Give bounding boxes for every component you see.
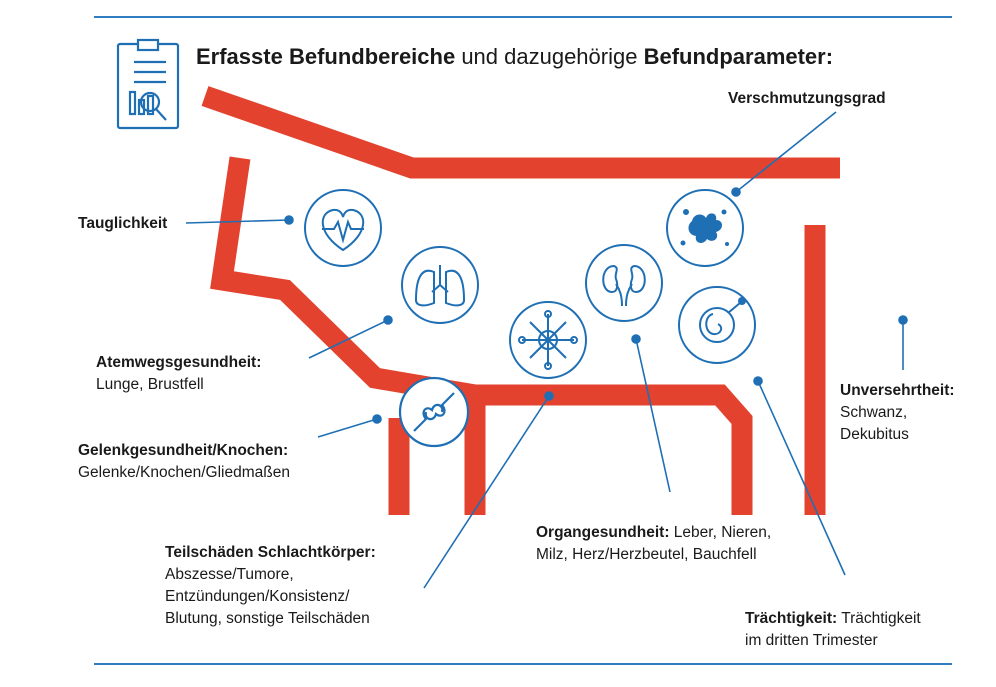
label-atemwege	[96, 352, 261, 396]
label-gelenk-line1: Gelenke/Knochen/Gliedmaßen	[78, 464, 290, 481]
label-traechtigkeit-head: Trächtigkeit:	[745, 610, 838, 627]
label-organ-tail: Leber, Nieren,	[669, 524, 772, 541]
label-verschmutzungsgrad	[728, 88, 886, 110]
label-verschmutzungsgrad-head: Verschmutzungsgrad	[728, 90, 886, 107]
dot-gelenk	[373, 415, 381, 423]
label-tauglichkeit-head: Tauglichkeit	[78, 215, 168, 232]
label-teilschaeden-line1: Abszesse/Tumore,	[165, 566, 294, 583]
dot-traechtigkeit	[754, 377, 762, 385]
label-organ-line1: Milz, Herz/Herzbeutel, Bauchfell	[536, 546, 757, 563]
joint-bone-icon	[400, 378, 468, 446]
heart-ecg-icon	[305, 190, 381, 266]
label-traechtigkeit-tail: Trächtigkeit	[837, 610, 921, 627]
label-atemwege-line1: Lunge, Brustfell	[96, 376, 204, 393]
connector-gelenk	[318, 419, 377, 437]
label-unversehrtheit-line2: Dekubitus	[840, 426, 909, 443]
label-organ	[536, 522, 771, 566]
connector-verschmutzungsgrad	[736, 112, 836, 192]
connector-organ	[636, 339, 670, 492]
lungs-icon	[402, 247, 478, 323]
title-part-3: Befundparameter:	[643, 44, 834, 69]
dot-teilschaeden	[545, 392, 553, 400]
label-teilschaeden-line3: Blutung, sonstige Teilschäden	[165, 610, 370, 627]
label-gelenk-head: Gelenkgesundheit/Knochen:	[78, 442, 289, 459]
title-part-2: und dazugehörige	[455, 44, 644, 69]
label-teilschaeden-line2: Entzündungen/Konsistenz/	[165, 588, 350, 605]
label-unversehrtheit-head: Unversehrtheit:	[840, 382, 955, 399]
label-tauglichkeit	[78, 213, 167, 235]
kidneys-icon	[586, 245, 662, 321]
splash-icon	[667, 190, 743, 266]
dot-tauglichkeit	[285, 216, 293, 224]
label-unversehrtheit-line1: Schwanz,	[840, 404, 908, 421]
dot-verschmutzungsgrad	[732, 188, 740, 196]
dot-organ	[632, 335, 640, 343]
page-title	[196, 44, 833, 70]
fetus-icon	[679, 287, 755, 363]
dot-atemwege	[384, 316, 392, 324]
clipboard-report-icon	[118, 40, 178, 128]
label-gelenk	[78, 440, 290, 484]
label-traechtigkeit	[745, 608, 921, 652]
label-teilschaeden-head: Teilschäden Schlachtkörper:	[165, 544, 376, 561]
label-organ-head: Organgesundheit:	[536, 524, 670, 541]
title-part-1: Erfasste Befundbereiche	[196, 44, 456, 69]
label-unversehrtheit	[840, 380, 955, 446]
cell-virus-icon	[510, 302, 586, 378]
label-traechtigkeit-line1: im dritten Trimester	[745, 632, 878, 649]
dot-unversehrtheit	[899, 316, 907, 324]
label-atemwege-head: Atemwegsgesundheit:	[96, 354, 262, 371]
label-teilschaeden	[165, 542, 376, 630]
